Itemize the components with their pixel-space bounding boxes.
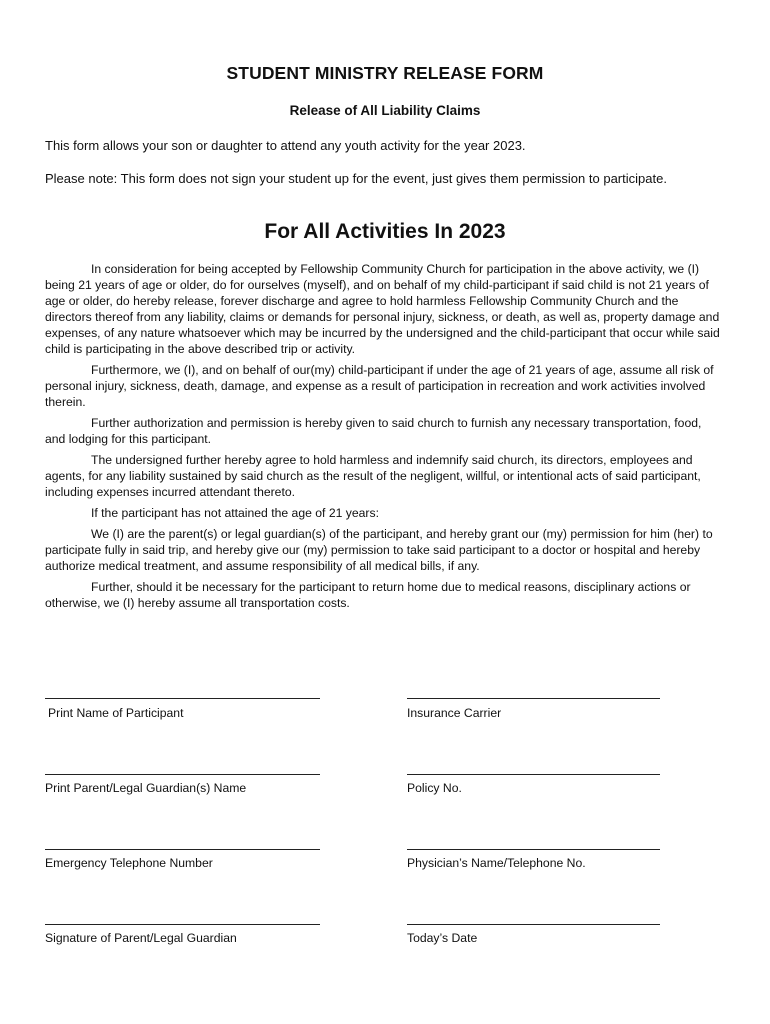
insurance-carrier-line[interactable] [407,698,660,699]
note-text: Please note: This form does not sign your student up for the event, just gives them permission to participate. [45,171,667,186]
intro-text: This form allows your son or daughter to attend any youth activity for the year 2023. [45,138,526,153]
form-subtitle: Release of All Liability Claims [289,103,481,118]
insurance-carrier-label: Insurance Carrier [407,706,502,720]
form-title: STUDENT MINISTRY RELEASE FORM [226,63,544,83]
paragraph-assume-risk: Furthermore, we (I), and on behalf of our(my) child-participant if under the age of 21 years of age, assume all risk of personal injury, sickness, death, damage, and expense as a result of participation in recreation and work activities involved therein. [45,363,714,409]
release-body [45,261,725,616]
paragraph-consideration: In consideration for being accepted by Fellowship Community Church for participation in the above activity, we (I) being 21 years of age or older, do for ourselves (myself), and on behalf of my child-participant if said child is not 21 years of age or older, do hereby release, forever discharge and agree to hold harmless Fellowship Community Church and the directors thereof from any liability, claims or demands for personal injury, sickness, or death, as well as, property damage and expenses, of any nature whatsoever which may be incurred by the undersigned and the child-participant that occur while said child is participating in the above described trip or activity. [45,262,720,356]
participant-name-line[interactable] [45,698,320,699]
paragraph-indemnify: The undersigned further hereby agree to hold harmless and indemnify said church, its directors, employees and agents, for any liability sustained by said church as the result of the negligent, willful, or intentional acts of said participant, including expenses incurred attendant thereto. [45,453,701,499]
parent-name-label: Print Parent/Legal Guardian(s) Name [45,781,247,795]
physician-line[interactable] [407,849,660,850]
paragraph-authorization: Further authorization and permission is hereby given to said church to furnish any necessary transportation, food, and lodging for this participant. [45,416,702,446]
date-line[interactable] [407,924,660,925]
participant-name-label: Print Name of Participant [48,706,184,720]
date-label: Today’s Date [407,931,478,945]
policy-number-line[interactable] [407,774,660,775]
paragraph-age-condition: If the participant has not attained the age of 21 years: [91,506,379,520]
parent-name-line[interactable] [45,774,320,775]
emergency-phone-line[interactable] [45,849,320,850]
policy-number-label: Policy No. [407,781,462,795]
parent-signature-line[interactable] [45,924,320,925]
paragraph-guardian-permission: We (I) are the parent(s) or legal guardian(s) of the participant, and hereby grant our (my) permission for him (her) to participate fully in said trip, and hereby give our (my) permission to take said participant to a doctor or hospital and hereby authorize medical treatment, and assume responsibility of all medical bills, if any. [45,527,713,573]
physician-label: Physician’s Name/Telephone No. [407,856,586,870]
paragraph-transportation: Further, should it be necessary for the participant to return home due to medical reasons, disciplinary actions or otherwise, we (I) hereby assume all transportation costs. [45,580,691,610]
activities-heading: For All Activities In 2023 [264,220,506,243]
parent-signature-label: Signature of Parent/Legal Guardian [45,931,237,945]
emergency-phone-label: Emergency Telephone Number [45,856,213,870]
